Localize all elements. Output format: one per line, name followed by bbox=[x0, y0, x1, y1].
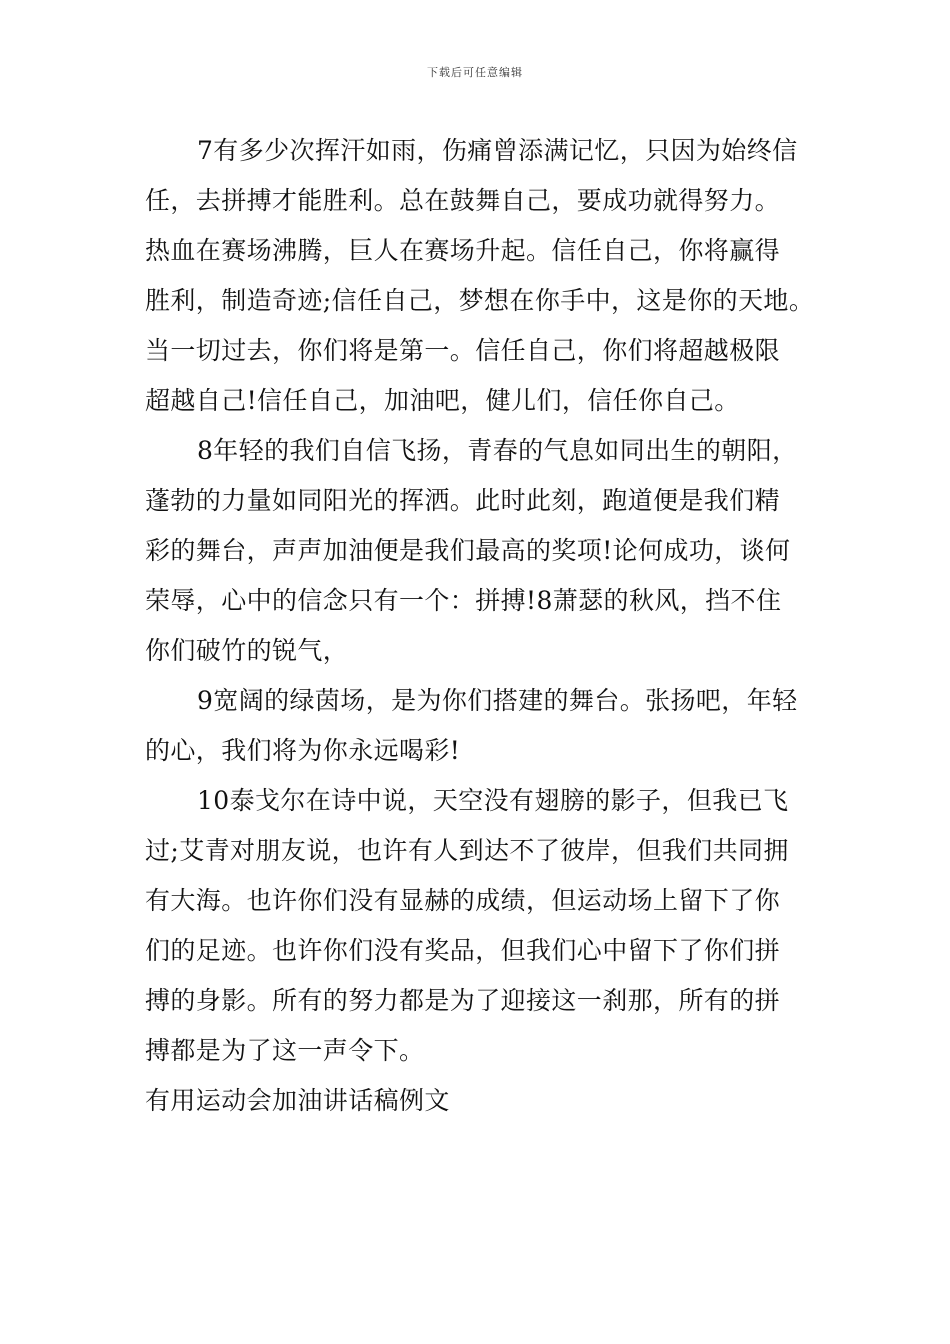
text-line: 你们破竹的锐气， bbox=[145, 636, 349, 665]
page-header: 下载后可任意编辑 bbox=[427, 66, 523, 79]
text-line: 有大海。也许你们没有显赫的成绩，但运动场上留下了你 bbox=[145, 886, 781, 915]
text-line: 任，去拼搏才能胜利。总在鼓舞自己，要成功就得努力。 bbox=[145, 186, 781, 215]
text-line: 当一切过去，你们将是第一。信任自己，你们将超越极限 bbox=[145, 336, 781, 365]
paragraph-7 bbox=[145, 126, 845, 426]
text-line: 过;艾青对朋友说，也许有人到达不了彼岸，但我们共同拥 bbox=[145, 836, 789, 865]
text-line: 彩的舞台，声声加油便是我们最高的奖项!论何成功，谈何 bbox=[145, 536, 791, 565]
section-title: 有用运动会加油讲话稿例文 bbox=[145, 1086, 450, 1115]
paragraph-8 bbox=[145, 426, 845, 676]
text-line: 超越自己!信任自己，加油吧，健儿们，信任你自己。 bbox=[145, 386, 740, 415]
text-line: 搏的身影。所有的努力都是为了迎接这一刹那，所有的拼 bbox=[145, 986, 781, 1015]
text-line: 的心，我们将为你永远喝彩! bbox=[145, 736, 461, 765]
text-line: 搏都是为了这一声令下。 bbox=[145, 1036, 425, 1065]
text-line: 蓬勃的力量如同阳光的挥洒。此时此刻，跑道便是我们精 bbox=[145, 486, 781, 515]
text-line: 7有多少次挥汗如雨，伤痛曾添满记忆，只因为始终信 bbox=[197, 136, 798, 165]
paragraph-9 bbox=[145, 676, 845, 776]
text-line: 荣辱，心中的信念只有一个：拼搏!8萧瑟的秋风，挡不住 bbox=[145, 586, 782, 615]
text-line: 9宽阔的绿茵场，是为你们搭建的舞台。张扬吧，年轻 bbox=[197, 686, 798, 715]
text-line: 8年轻的我们自信飞扬，青春的气息如同出生的朝阳， bbox=[197, 436, 798, 465]
paragraph-10 bbox=[145, 776, 845, 1076]
text-line: 胜利，制造奇迹;信任自己，梦想在你手中，这是你的天地。 bbox=[145, 286, 815, 315]
text-line: 热血在赛场沸腾，巨人在赛场升起。信任自己，你将赢得 bbox=[145, 236, 781, 265]
text-line: 10泰戈尔在诗中说，天空没有翅膀的影子，但我已飞 bbox=[197, 786, 789, 815]
document-body bbox=[145, 126, 845, 1126]
text-line: 们的足迹。也许你们没有奖品，但我们心中留下了你们拼 bbox=[145, 936, 781, 965]
